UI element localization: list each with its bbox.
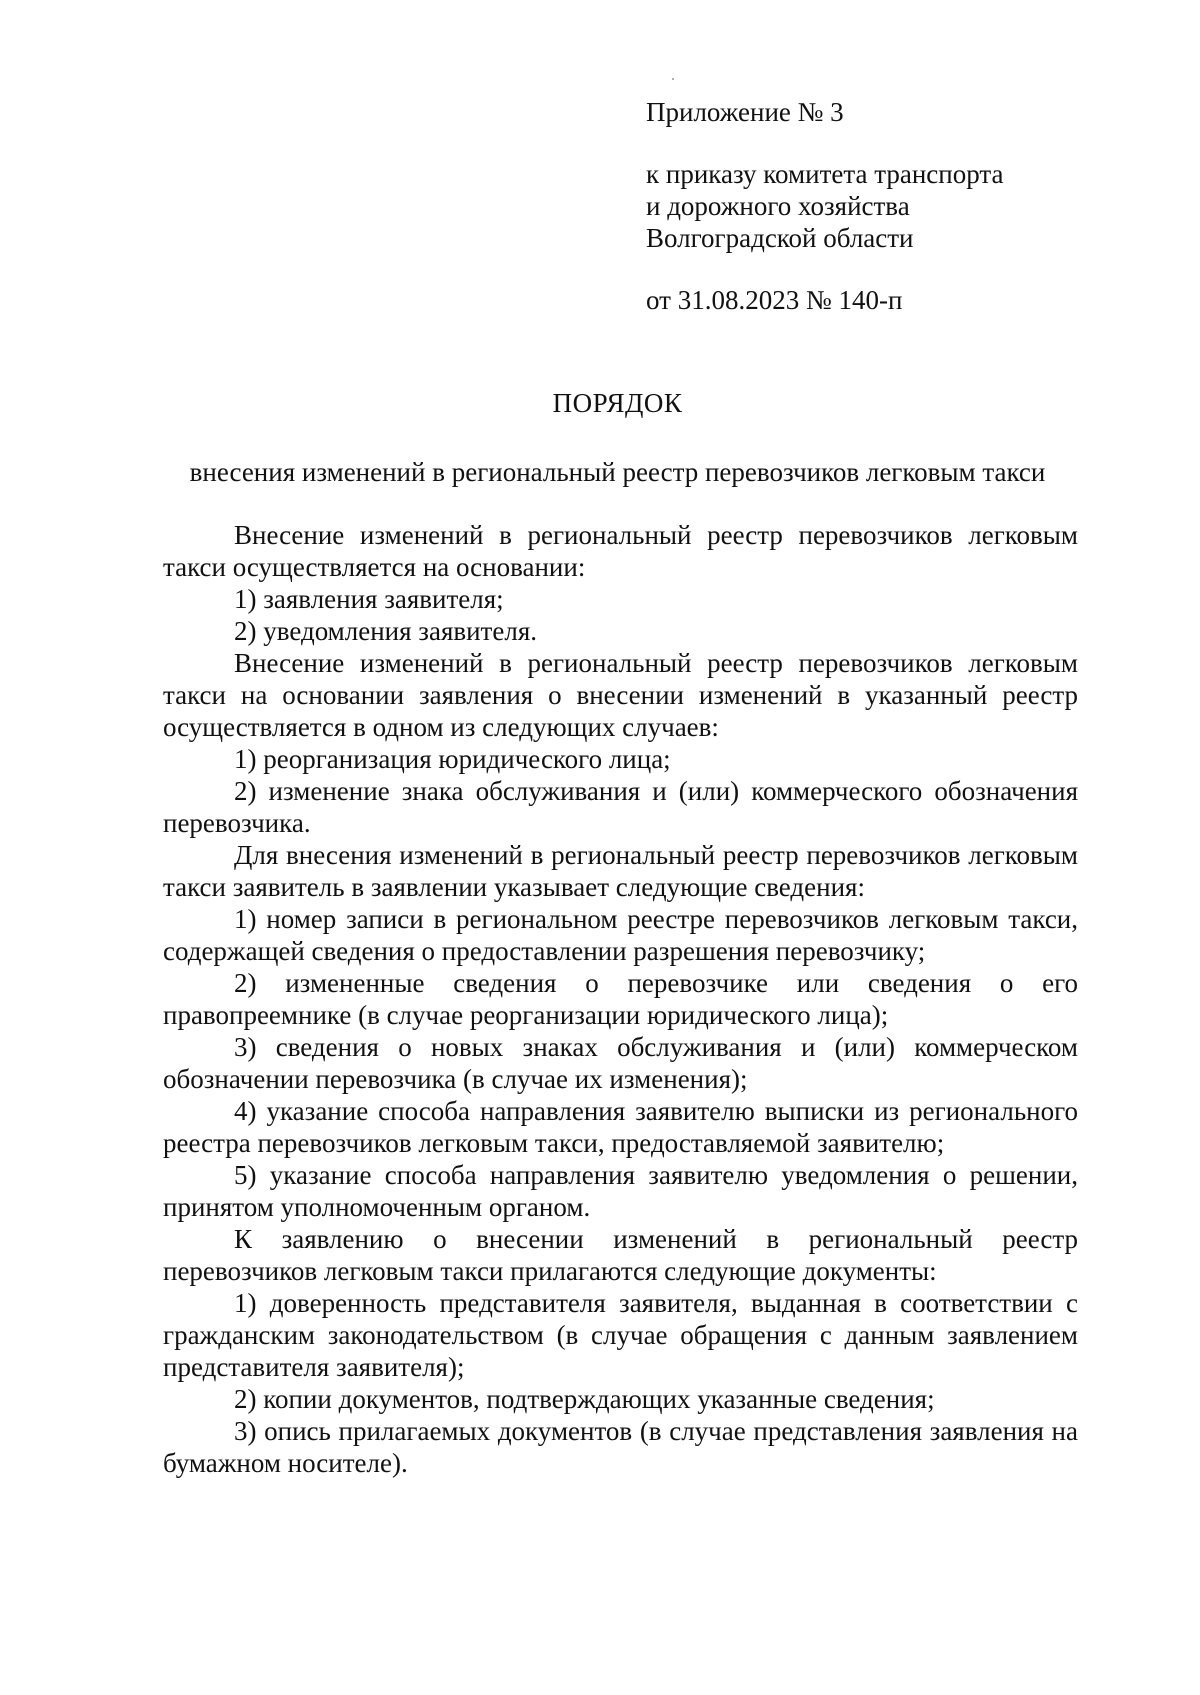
order-reference-line-2: и дорожного хозяйства: [646, 191, 910, 221]
appendix-header: [646, 96, 1003, 316]
list-item: 2) изменение знака обслуживания и (или) коммерческого обозначения перевозчика.: [163, 776, 1078, 838]
scan-speck: [672, 78, 674, 80]
paragraph: Для внесения изменений в региональный реестр перевозчиков легковым такси заявитель в заявлении указывает следующие сведения:: [163, 840, 1078, 902]
order-reference-line-1: к приказу комитета транспорта: [646, 159, 1004, 189]
list-item: 1) реорганизация юридического лица;: [234, 744, 671, 774]
order-date-number: от 31.08.2023 № 140-п: [646, 285, 903, 315]
list-item: 2) измененные сведения о перевозчике или сведения о его правопреемнике (в случае реорганизации юридического лица);: [163, 968, 1078, 1030]
list-item: 1) доверенность представителя заявителя, выданная в соответствии с гражданским законодательством (в случае обращения с данным заявлением представителя заявителя);: [163, 1288, 1078, 1382]
list-item: 4) указание способа направления заявителю выписки из регионального реестра перевозчиков легковым такси, предоставляемой заявителю;: [163, 1096, 1078, 1158]
document-body: [163, 519, 1078, 1479]
list-item: 3) сведения о новых знаках обслуживания и (или) коммерческом обозначении перевозчика (в случае их изменения);: [163, 1032, 1078, 1094]
list-item: 2) уведомления заявителя.: [234, 616, 537, 646]
list-item: 1) заявления заявителя;: [234, 584, 504, 614]
list-item: 5) указание способа направления заявителю уведомления о решении, принятом уполномоченным органом.: [163, 1160, 1078, 1222]
paragraph: Внесение изменений в региональный реестр перевозчиков легковым такси осуществляется на основании:: [163, 520, 1078, 582]
list-item: 2) копии документов, подтверждающих указанные сведения;: [234, 1384, 935, 1414]
order-reference-line-3: Волгоградской области: [646, 223, 914, 253]
list-item: 3) опись прилагаемых документов (в случае представления заявления на бумажном носителе).: [163, 1416, 1078, 1478]
document-title: ПОРЯДОК: [552, 388, 683, 418]
paragraph: Внесение изменений в региональный реестр перевозчиков легковым такси на основании заявления о внесении изменений в указанный реестр осуществляется в одном из следующих случаев:: [163, 648, 1078, 742]
document-subtitle: внесения изменений в региональный реестр перевозчиков легковым такси: [189, 457, 1046, 487]
appendix-label: Приложение № 3: [646, 97, 844, 127]
paragraph: К заявлению о внесении изменений в региональный реестр перевозчиков легковым такси прилагаются следующие документы:: [163, 1224, 1078, 1286]
list-item: 1) номер записи в региональном реестре перевозчиков легковым такси, содержащей сведения о предоставлении разрешения перевозчику;: [163, 904, 1078, 966]
